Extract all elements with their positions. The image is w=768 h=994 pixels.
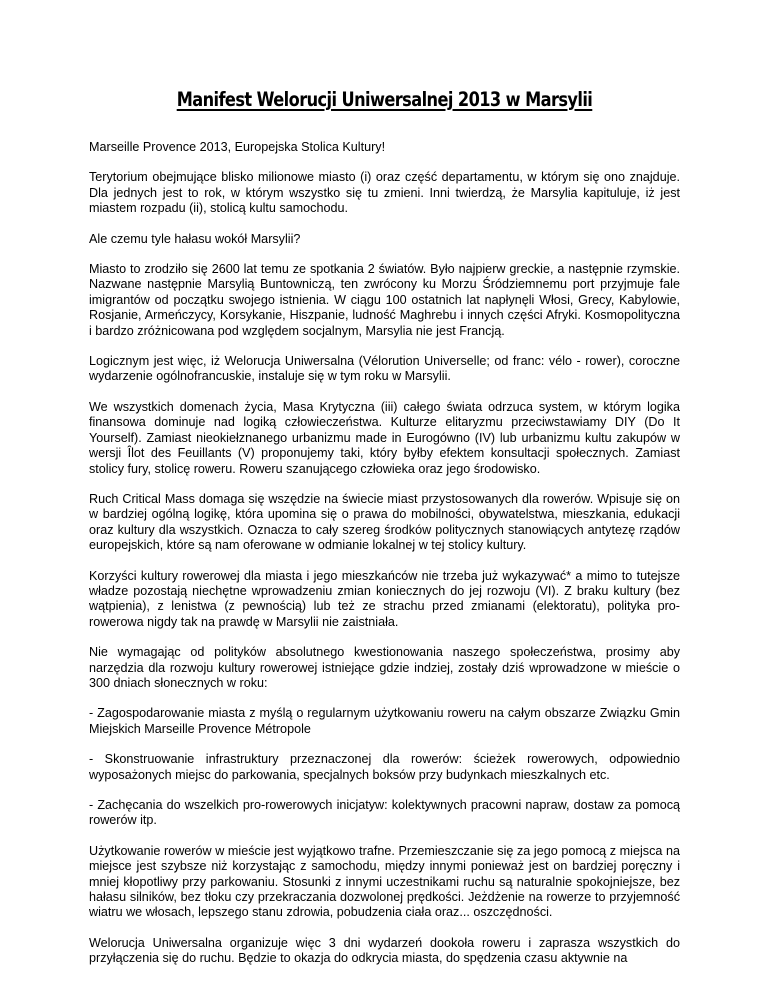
paragraph-bike-use: Użytkowanie rowerów w mieście jest wyjątkowo trafne. Przemieszczanie się za jego pomocą z miejsca na miejsce jest szybsze niż korzystając z samochodu, między innymi ponieważ jest on bardziej poręczny i mniej kłopotliwy przy parkowaniu. Stosunki z innymi uczestnikami ruchu są naturalnie spokojniejsze, bez hałasu silników, bez tłoku czy przekraczania dozwolonej prędkości. Jeżdżenie na rowerze to przyjemność wiatru we włosach, lepszego stanu zdrowia, pobudzenia ciała oraz... oszczędności. (89, 843, 680, 920)
paragraph-question: Ale czemu tyle hałasu wokół Marsylii? (89, 231, 301, 246)
document-title: Manifest Welorucji Uniwersalnej 2013 w Marsylii (176, 88, 593, 111)
paragraph-benefits: Korzyści kultury rowerowej dla miasta i jego mieszkańców nie trzeba już wykazywać* a mimo to tutejsze władze pozostają niechętne wprowadzeniu zmian koniecznych do jej rozwoju (VI). Z braku kultury (bez wątpienia), z lenistwa (z pewnością) lub też ze strachu przed zmianami (elektoratu), polityka pro-rowerowa nigdy tak na prawdę w Marsylii nie zaistniała. (89, 568, 680, 629)
paragraph-demands: Nie wymagając od polityków absolutnego kwestionowania naszego społeczeństwa, prosimy aby narzędzia dla rozwoju kultury rowerowej istniejące gdzie indziej, zostały dziś wprowadzone w mieście o 300 dniach słonecznych w roku: (89, 645, 680, 690)
list-item-planning: - Zagospodarowanie miasta z myślą o regularnym użytkowaniu roweru na całym obszarze Związku Gmin Miejskich Marseille Provence Métropole (89, 706, 680, 736)
paragraph-event: Welorucja Uniwersalna organizuje więc 3 dni wydarzeń dookoła roweru i zaprasza wszystkich do przyłączenia się do ruchu. Będzie to okazja do odkrycia miasta, do spędzenia czasu aktywnie na (89, 935, 680, 966)
paragraph-territory: Terytorium obejmujące blisko milionowe miasto (i) oraz część departamentu, w którym się ono znajduje. Dla jednych jest to rok, w którym wszystko się tu zmieni. Inni twierdzą, że Marsylia kapituluje, iż jest miastem rozpadu (ii), stolicą kultu samochodu. (89, 170, 680, 216)
paragraph-velorution: Logicznym jest więc, iż Welorucja Uniwersalna (Vélorution Universelle; od franc: vélo - rower), coroczne wydarzenie ogólnofrancuskie, instaluje się w tym roku w Marsylii. (89, 354, 680, 384)
paragraph-movement: Ruch Critical Mass domaga się wszędzie na świecie miast przystosowanych dla rowerów. Wpisuje się on w bardziej ogólną logikę, która upomina się o prawa do mobilności, obywatelstwa, mieszkania, edukacji oraz kultury dla wszystkich. Oznacza to cały szereg środków politycznych stanowiących antytezę rządów europejskich, które są nam oferowane w odmianie lokalnej w tej stolicy kultury. (89, 491, 680, 553)
list-item-infrastructure: - Skonstruowanie infrastruktury przeznaczonej dla rowerów: ścieżek rowerowych, odpowiednio wyposażonych miejsc do parkowania, specjalnych boksów przy budynkach mieszkalnych etc. (89, 752, 680, 782)
list-item-initiatives: - Zachęcania do wszelkich pro-rowerowych inicjatyw: kolektywnych pracowni napraw, dostaw za pomocą rowerów itp. (89, 798, 680, 828)
paragraph-history: Miasto to zrodziło się 2600 lat temu ze spotkania 2 światów. Było najpierw greckie, a następnie rzymskie. Nazwane następnie Marsylią Buntowniczą, ten zwrócony ku Morzu Śródziemnemu port przyjmuje fale imigrantów od początku swojego istnienia. W ciągu 100 ostatnich lat napłynęli Włosi, Grecy, Kabylowie, Rosjanie, Armeńczycy, Korsykanie, Hiszpanie, ludność Maghrebu i innych części Afryki. Kosmopolityczna i bardzo zróżnicowana pod względem socjalnym, Marsylia nie jest Francją. (89, 262, 680, 338)
paragraph-critical-mass: We wszystkich domenach życia, Masa Krytyczna (iii) całego świata odrzuca system, w którym logika finansowa dominuje nad logiką człowieczeństwa. Kulturze elitaryzmu przeciwstawiamy DIY (Do It Yourself). Zamiast nieokiełznanego urbanizmu made in Eurogówno (IV) lub urbanizmu kultu zakupów w wersji Îlot des Feuillants (V) proponujemy taki, który byłby efektem konsultacji społecznych. Zamiast stolicy fury, stolicę roweru. Roweru szanującego człowieka oraz jego środowisko. (89, 399, 680, 476)
paragraph-intro: Marseille Provence 2013, Europejska Stolica Kultury! (89, 140, 386, 154)
